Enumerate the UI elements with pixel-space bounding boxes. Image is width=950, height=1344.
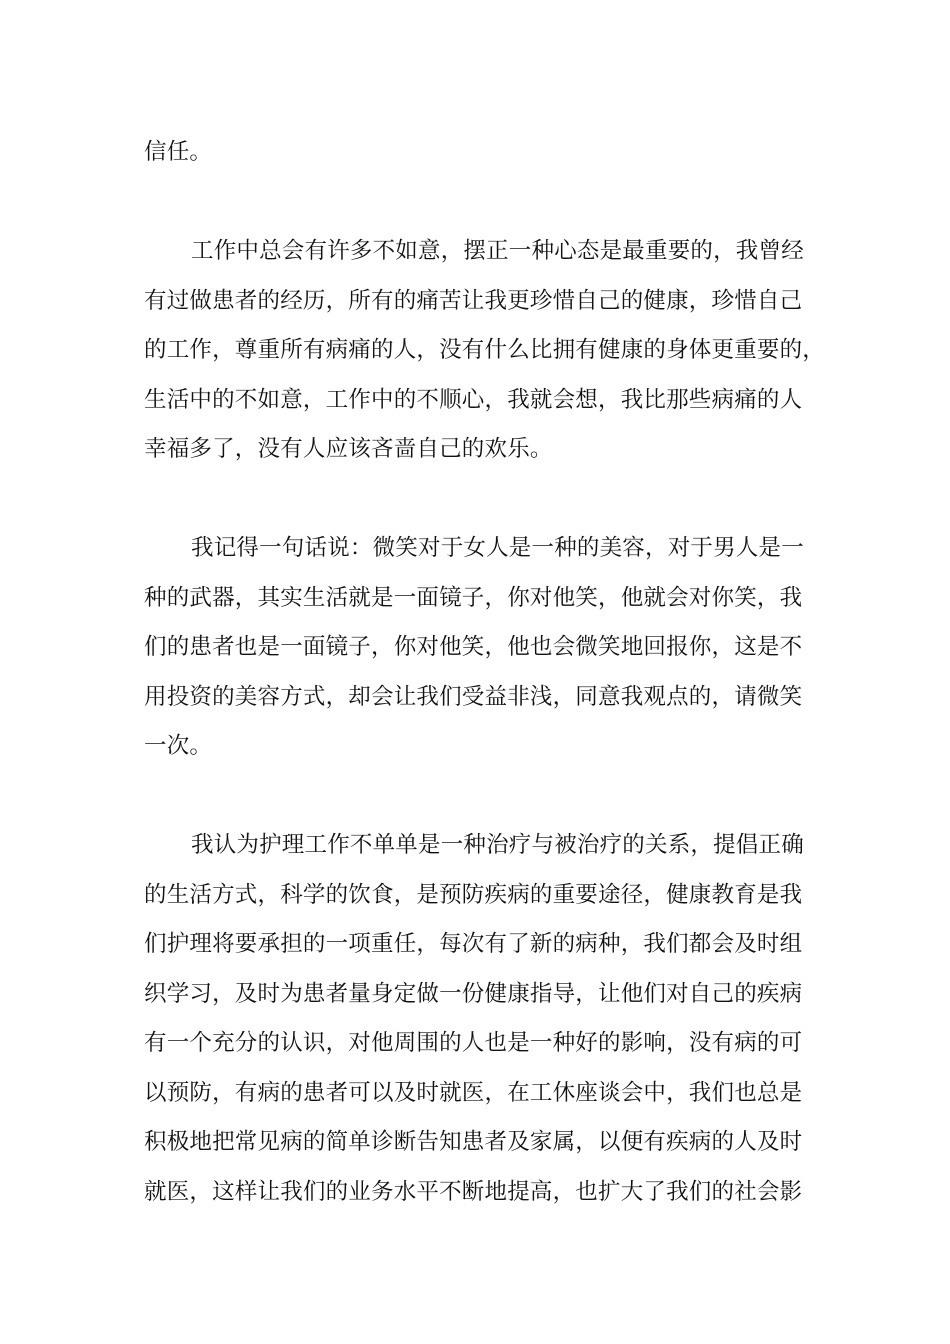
paragraph-line: 种的武器，其实生活就是一面镜子，你对他笑，他就会对你笑，我	[144, 584, 803, 611]
paragraph-4	[144, 825, 844, 1221]
paragraph-2	[144, 231, 844, 479]
paragraph-line: 一次。	[144, 733, 213, 759]
paragraph-line: 工作中总会有许多不如意，摆正一种心态是最重要的，我曾经	[191, 238, 804, 264]
paragraph-line: 的工作，尊重所有病痛的人，没有什么比拥有健康的身体更重要的，	[144, 337, 826, 363]
paragraph-line: 幸福多了，没有人应该吝啬自己的欢乐。	[144, 436, 553, 462]
paragraph-gap	[144, 182, 844, 232]
paragraph-line: 有过做患者的经历，所有的痛苦让我更珍惜自己的健康，珍惜自己	[144, 287, 803, 314]
paragraph-gap	[144, 479, 844, 529]
paragraph-line: 我记得一句话说：微笑对于女人是一种的美容，对于男人是一	[191, 535, 804, 561]
paragraph-3	[144, 528, 844, 776]
paragraph-line: 以预防，有病的患者可以及时就医，在工休座谈会中，我们也总是	[144, 1079, 803, 1106]
paragraph-line: 有一个充分的认识，对他周围的人也是一种好的影响，没有病的可	[144, 1030, 803, 1056]
paragraph-line: 生活中的不如意，工作中的不顺心，我就会想，我比那些病痛的人	[144, 386, 803, 413]
paragraph-line: 们护理将要承担的一项重任，每次有了新的病种，我们都会及时组	[144, 931, 803, 957]
paragraph-line: 用投资的美容方式，却会让我们受益非浅，同意我观点的，请微笑	[144, 683, 803, 710]
paragraph-line: 就医，这样让我们的业务水平不断地提高，也扩大了我们的社会影	[144, 1178, 803, 1205]
paragraph-1	[144, 132, 844, 182]
paragraph-line: 们的患者也是一面镜子，你对他笑，他也会微笑地回报你，这是不	[144, 634, 803, 660]
paragraph-line: 的生活方式，科学的饮食，是预防疾病的重要途径，健康教育是我	[144, 881, 803, 908]
paragraph-line: 织学习，及时为患者量身定做一份健康指导，让他们对自己的疾病	[144, 980, 803, 1007]
document-page	[144, 132, 844, 1221]
paragraph-line: 积极地把常见病的简单诊断告知患者及家属，以便有疾病的人及时	[144, 1129, 803, 1155]
paragraph-line: 我认为护理工作不单单是一种治疗与被治疗的关系，提倡正确	[191, 832, 804, 858]
paragraph-gap	[144, 776, 844, 826]
paragraph-line: 信任。	[144, 139, 213, 165]
